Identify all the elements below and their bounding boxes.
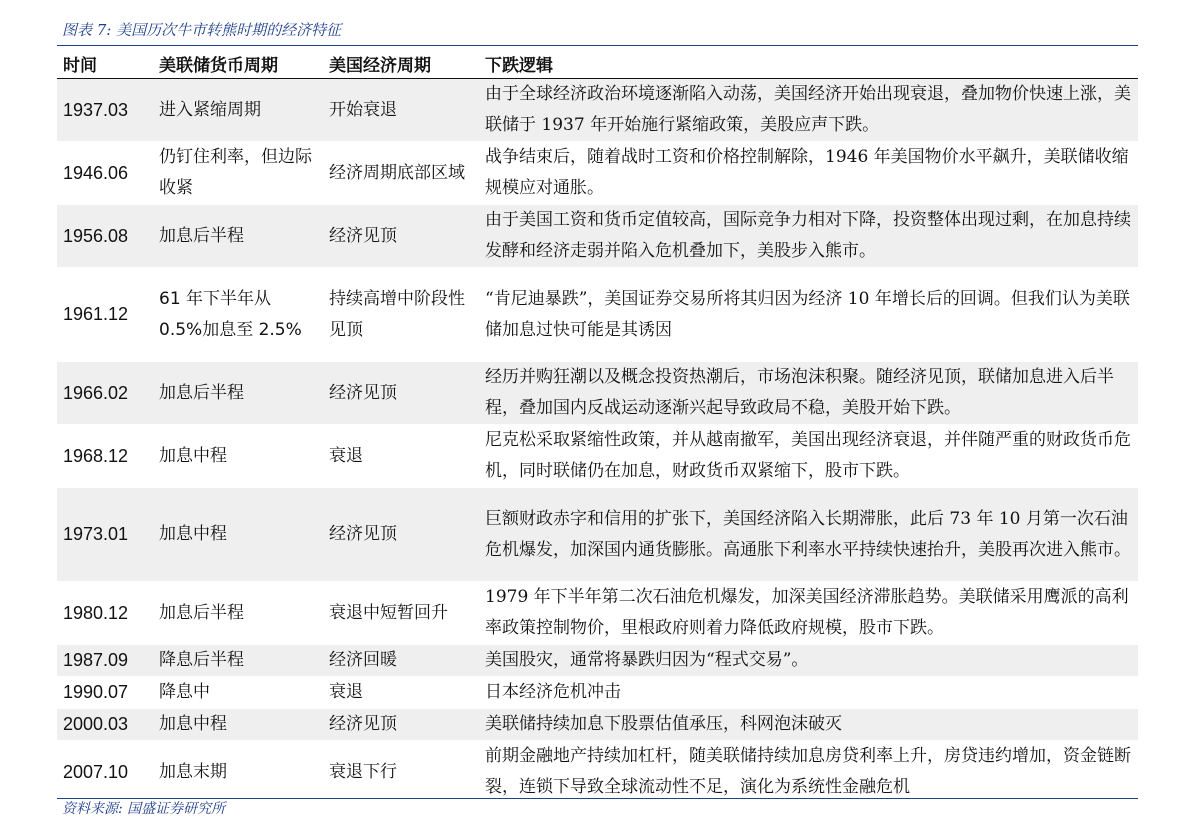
cell-fed-cycle: 61 年下半年从 0.5%加息至 2.5% bbox=[153, 268, 323, 362]
cell-decline-logic: 美联储持续加息下股票估值承压，科网泡沫破灭 bbox=[479, 709, 1138, 741]
table-row bbox=[57, 582, 1138, 645]
source-note: 资料来源: 国盛证券研究所 bbox=[62, 801, 226, 817]
cell-decline-logic: 前期金融地产持续加杠杆，随美联储持续加息房贷利率上升，房贷违约增加，资金链断裂，连锁下导致全球流动性不足，演化为系统性金融危机 bbox=[479, 741, 1138, 804]
table-row bbox=[57, 268, 1138, 362]
table-row bbox=[57, 362, 1138, 425]
cell-econ-cycle: 衰退 bbox=[323, 677, 479, 709]
cell-fed-cycle: 加息末期 bbox=[153, 741, 323, 804]
cell-econ-cycle: 经济见顶 bbox=[323, 205, 479, 268]
cell-econ-cycle: 持续高增中阶段性见顶 bbox=[323, 268, 479, 362]
cell-fed-cycle: 仍钉住利率，但边际收紧 bbox=[153, 142, 323, 205]
cell-decline-logic: 经历并购狂潮以及概念投资热潮后，市场泡沫积聚。随经济见顶，联储加息进入后半程，叠加国内反战运动逐渐兴起导致政局不稳，美股开始下跌。 bbox=[479, 362, 1138, 425]
table-row bbox=[57, 741, 1138, 804]
cell-econ-cycle: 衰退中短暂回升 bbox=[323, 582, 479, 645]
cell-econ-cycle: 经济回暖 bbox=[323, 645, 479, 677]
table-row bbox=[57, 205, 1138, 268]
cell-econ-cycle: 经济见顶 bbox=[323, 488, 479, 582]
cell-econ-cycle: 开始衰退 bbox=[323, 79, 479, 142]
header-row bbox=[57, 48, 1138, 79]
cell-time: 1990.07 bbox=[57, 677, 153, 709]
header-time: 时间 bbox=[57, 48, 153, 79]
cell-time: 1946.06 bbox=[57, 142, 153, 205]
header-econ-cycle: 美国经济周期 bbox=[323, 48, 479, 79]
cell-time: 1968.12 bbox=[57, 425, 153, 488]
header-fed-cycle: 美联储货币周期 bbox=[153, 48, 323, 79]
cell-fed-cycle: 加息中程 bbox=[153, 488, 323, 582]
table-row bbox=[57, 677, 1138, 709]
table-row bbox=[57, 645, 1138, 677]
cell-decline-logic: 战争结束后，随着战时工资和价格控制解除，1946 年美国物价水平飙升，美联储收缩规模应对通胀。 bbox=[479, 142, 1138, 205]
bull-to-bear-table bbox=[57, 48, 1138, 804]
cell-time: 1980.12 bbox=[57, 582, 153, 645]
cell-time: 1973.01 bbox=[57, 488, 153, 582]
cell-econ-cycle: 衰退 bbox=[323, 425, 479, 488]
cell-decline-logic: 巨额财政赤字和信用的扩张下，美国经济陷入长期滞胀，此后 73 年 10 月第一次石油危机爆发，加深国内通货膨胀。高通胀下利率水平持续快速抬升，美股再次进入熊市。 bbox=[479, 488, 1138, 582]
table-row bbox=[57, 488, 1138, 582]
cell-fed-cycle: 加息后半程 bbox=[153, 582, 323, 645]
cell-fed-cycle: 降息后半程 bbox=[153, 645, 323, 677]
cell-fed-cycle: 降息中 bbox=[153, 677, 323, 709]
top-rule bbox=[57, 45, 1138, 46]
cell-decline-logic: 1979 年下半年第二次石油危机爆发，加深美国经济滞胀趋势。美联储采用鹰派的高利率政策控制物价，里根政府则着力降低政府规模，股市下跌。 bbox=[479, 582, 1138, 645]
cell-econ-cycle: 经济周期底部区域 bbox=[323, 142, 479, 205]
table-row bbox=[57, 425, 1138, 488]
cell-time: 1966.02 bbox=[57, 362, 153, 425]
cell-fed-cycle: 进入紧缩周期 bbox=[153, 79, 323, 142]
cell-fed-cycle: 加息后半程 bbox=[153, 205, 323, 268]
cell-econ-cycle: 经济见顶 bbox=[323, 709, 479, 741]
cell-decline-logic: 由于美国工资和货币定值较高，国际竞争力相对下降，投资整体出现过剩，在加息持续发酵和经济走弱并陷入危机叠加下，美股步入熊市。 bbox=[479, 205, 1138, 268]
cell-decline-logic: 由于全球经济政治环境逐渐陷入动荡，美国经济开始出现衰退，叠加物价快速上涨，美联储于 1937 年开始施行紧缩政策，美股应声下跌。 bbox=[479, 79, 1138, 142]
table-row bbox=[57, 79, 1138, 142]
figure-caption: 图表 7: 美国历次牛市转熊时期的经济特征 bbox=[62, 21, 342, 39]
cell-decline-logic: “肯尼迪暴跌”，美国证券交易所将其归因为经济 10 年增长后的回调。但我们认为美联储加息过快可能是其诱因 bbox=[479, 268, 1138, 362]
table-row bbox=[57, 142, 1138, 205]
cell-time: 2007.10 bbox=[57, 741, 153, 804]
cell-time: 1987.09 bbox=[57, 645, 153, 677]
cell-econ-cycle: 衰退下行 bbox=[323, 741, 479, 804]
cell-decline-logic: 日本经济危机冲击 bbox=[479, 677, 1138, 709]
table-row bbox=[57, 709, 1138, 741]
cell-time: 2000.03 bbox=[57, 709, 153, 741]
cell-fed-cycle: 加息中程 bbox=[153, 709, 323, 741]
cell-fed-cycle: 加息中程 bbox=[153, 425, 323, 488]
cell-decline-logic: 尼克松采取紧缩性政策，并从越南撤军，美国出现经济衰退，并伴随严重的财政货币危机，同时联储仍在加息，财政货币双紧缩下，股市下跌。 bbox=[479, 425, 1138, 488]
cell-time: 1956.08 bbox=[57, 205, 153, 268]
header-decline-logic: 下跌逻辑 bbox=[479, 48, 1138, 79]
cell-decline-logic: 美国股灾，通常将暴跌归因为“程式交易”。 bbox=[479, 645, 1138, 677]
cell-econ-cycle: 经济见顶 bbox=[323, 362, 479, 425]
cell-time: 1961.12 bbox=[57, 268, 153, 362]
cell-fed-cycle: 加息后半程 bbox=[153, 362, 323, 425]
cell-time: 1937.03 bbox=[57, 79, 153, 142]
